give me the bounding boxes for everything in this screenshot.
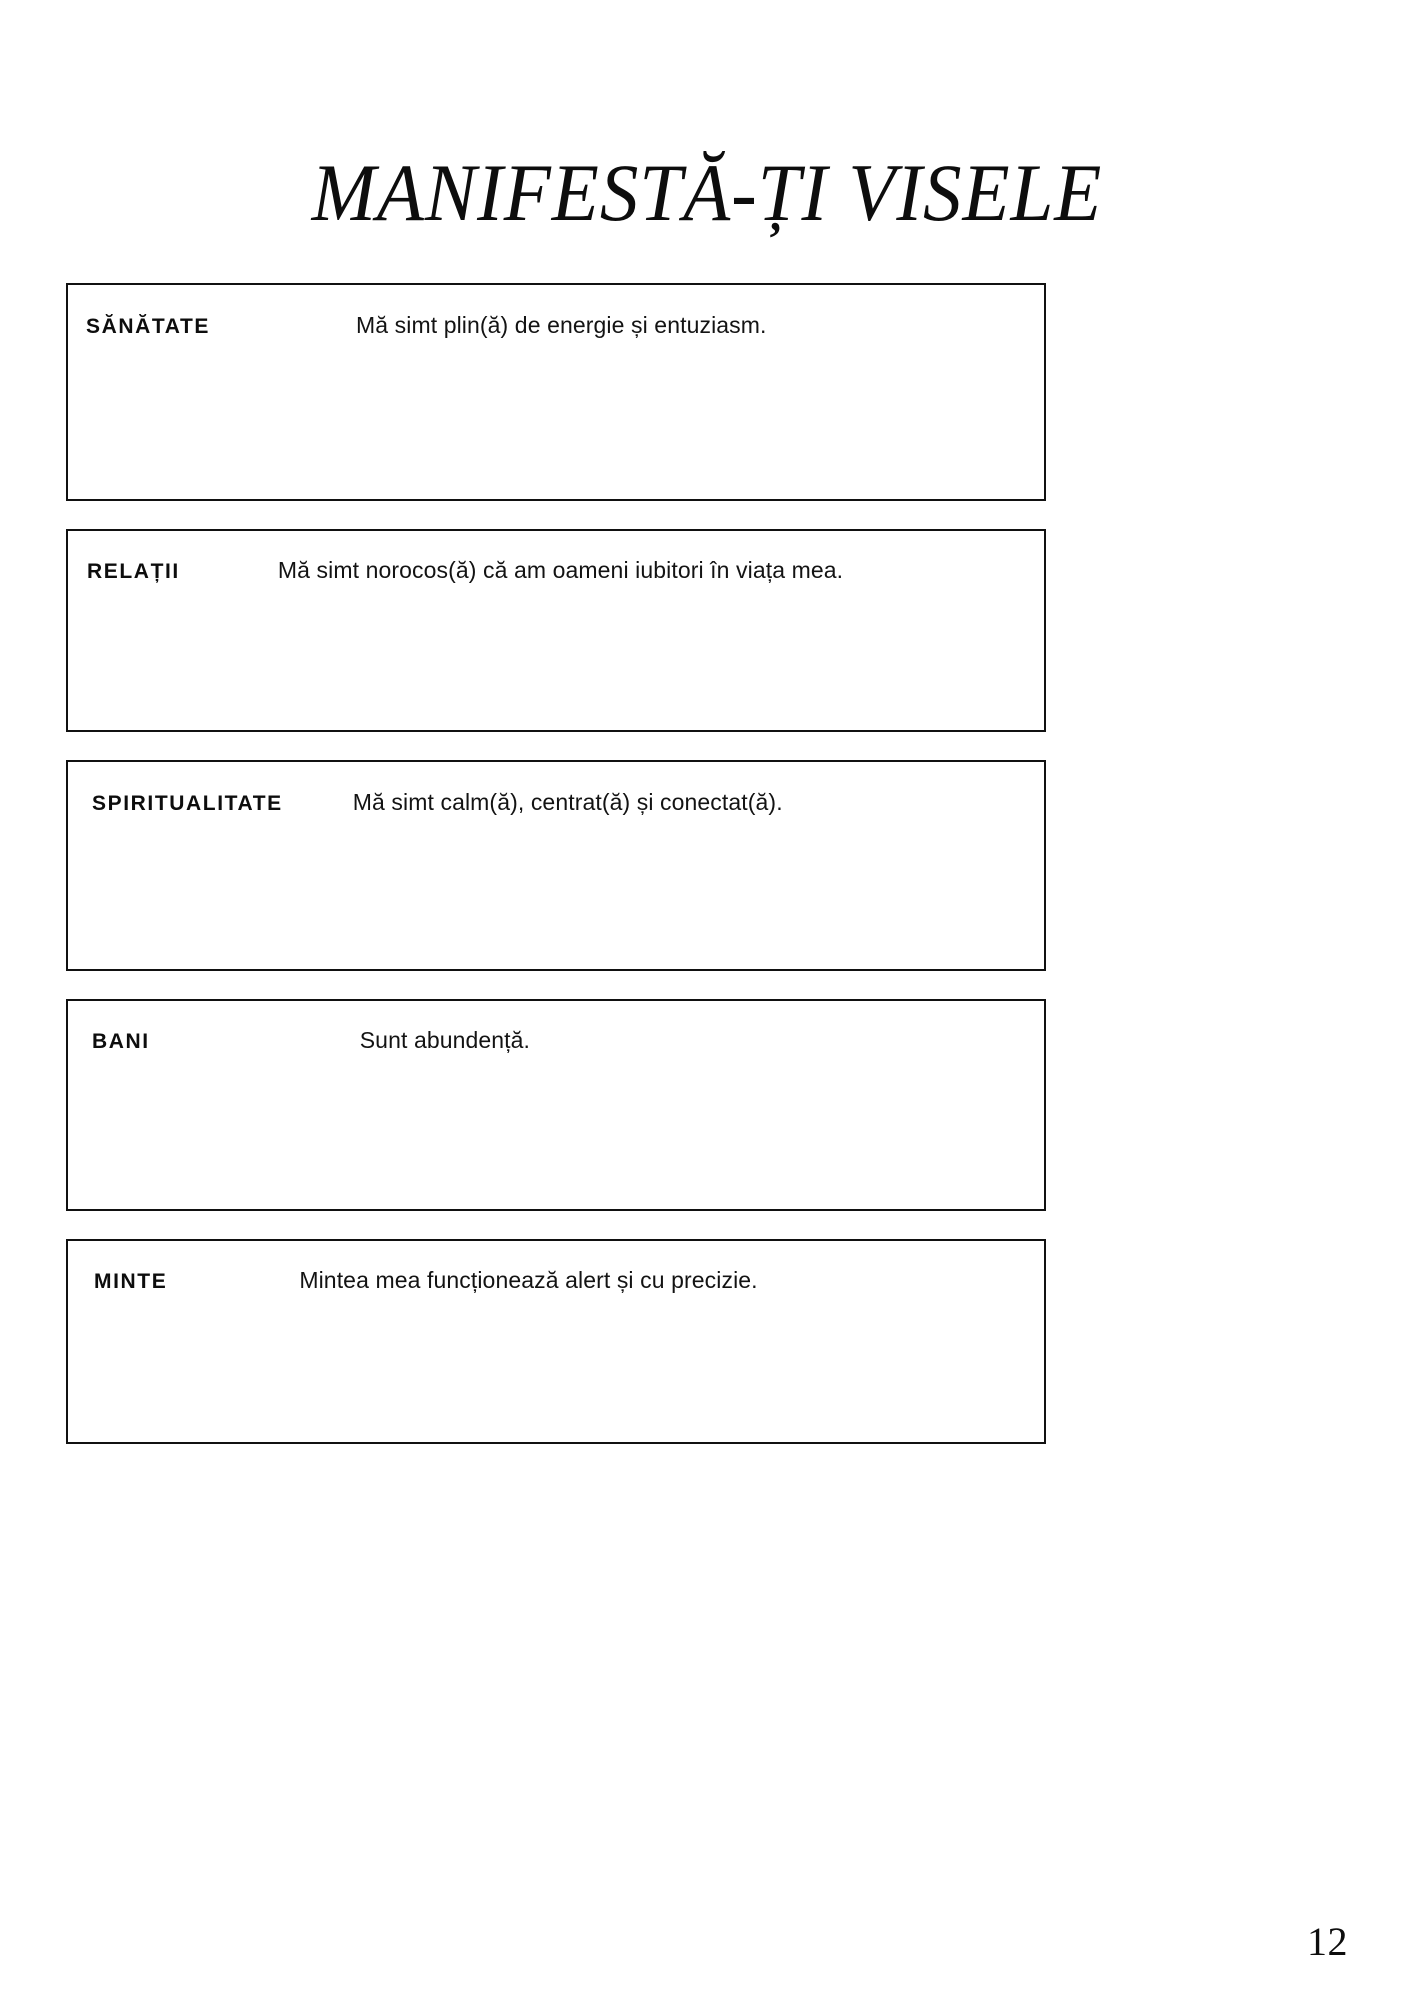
entry-affirmation-text[interactable]: Mă simt plin(ă) de energie și entuziasm. xyxy=(356,312,767,338)
entry-affirmation-text[interactable]: Mintea mea funcționează alert și cu precizie. xyxy=(299,1267,758,1293)
entry-row xyxy=(68,285,1044,339)
entry-category-label: MINTE xyxy=(94,1270,168,1293)
entry-row xyxy=(68,762,1044,816)
entry-row xyxy=(68,1001,1044,1054)
page-number: 12 xyxy=(1307,1919,1348,1964)
entry-category-label: RELAȚII xyxy=(87,560,180,583)
entry-box-list xyxy=(66,283,1046,1472)
entry-box[interactable] xyxy=(66,529,1046,732)
entry-box[interactable] xyxy=(66,999,1046,1211)
entry-row xyxy=(68,531,1044,584)
page-title: MANIFESTĂ-ȚI VISELE xyxy=(311,146,1103,238)
entry-row xyxy=(68,1241,1044,1294)
entry-box[interactable] xyxy=(66,1239,1046,1444)
entry-box[interactable] xyxy=(66,283,1046,501)
entry-affirmation-text[interactable]: Mă simt calm(ă), centrat(ă) și conectat(ă). xyxy=(352,789,783,815)
entry-category-label: BANI xyxy=(92,1030,150,1053)
entry-affirmation-text[interactable]: Mă simt norocos(ă) că am oameni iubitori în viața mea. xyxy=(277,557,844,583)
entry-category-label: SPIRITUALITATE xyxy=(92,792,283,815)
entry-category-label: SĂNĂTATE xyxy=(86,315,211,338)
entry-box[interactable] xyxy=(66,760,1046,971)
entry-affirmation-text[interactable]: Sunt abundență. xyxy=(359,1027,531,1053)
